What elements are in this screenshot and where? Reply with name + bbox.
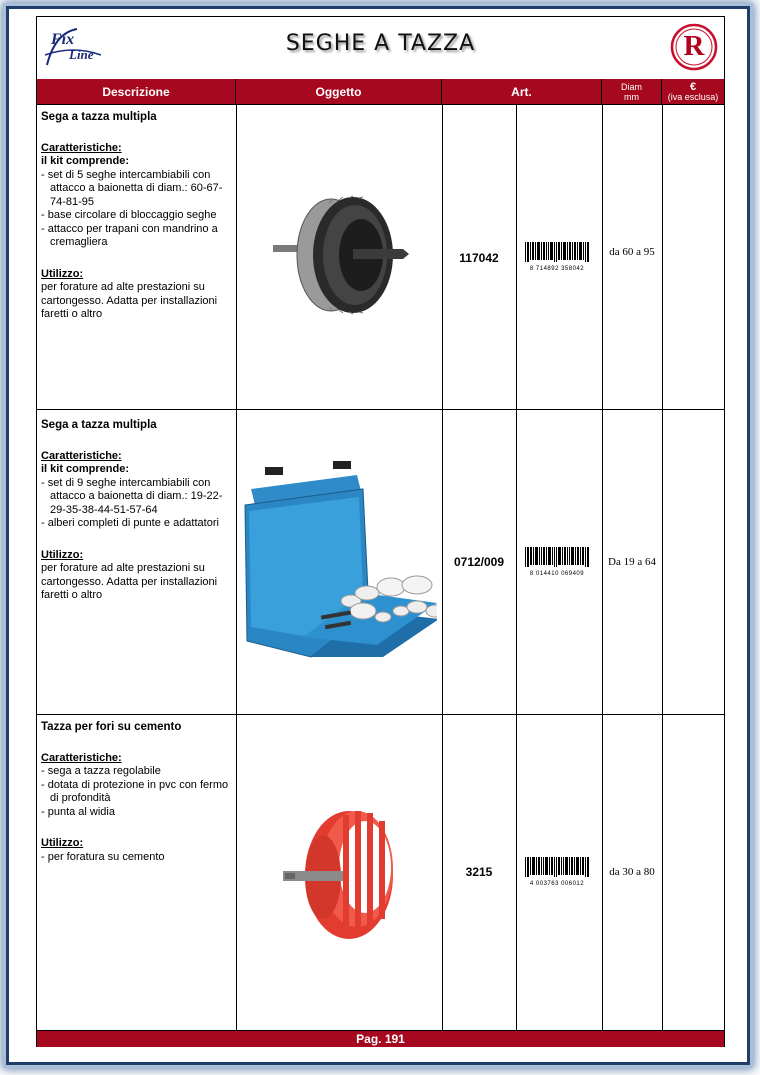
grid-vline — [662, 105, 663, 1030]
grid-hline — [37, 714, 724, 715]
diameter-range: da 30 a 80 — [609, 866, 655, 878]
euro-symbol: € — [689, 80, 697, 93]
article-code: 0712/009 — [453, 555, 505, 569]
barcode-digits: 4 003763 006012 — [529, 881, 585, 887]
column-header-oggetto: Oggetto — [236, 79, 442, 105]
feature-item: - set di 5 seghe intercambiabili con attacco a baionetta di diam.: 60-67-74-81-95 — [41, 168, 223, 208]
barcode — [523, 547, 591, 575]
feature-item: - alberi completi di punte e adattatori — [41, 517, 219, 529]
column-header-diam — [602, 79, 662, 105]
concrete-cup-saw-image — [283, 801, 403, 956]
grid-hline — [37, 409, 724, 410]
usage-heading: Utilizzo: — [41, 548, 84, 561]
usage-heading: Utilizzo: — [41, 267, 84, 280]
feature-item: - attacco per trapani con mandrino a cremagliera — [41, 222, 218, 248]
article-code: 3215 — [465, 865, 493, 879]
feature-item: - dotata di protezione in pvc con fermo di profondità — [41, 778, 229, 804]
column-header-art: Art. — [442, 79, 602, 105]
page-footer: Pag. 191 — [37, 1030, 724, 1047]
grid-vline — [516, 105, 517, 1030]
barcode-digits: 8 014410 069409 — [529, 571, 585, 577]
product-description — [41, 721, 233, 864]
barcode — [523, 857, 591, 885]
hole-saw-kit-image — [241, 461, 437, 666]
barcode — [523, 242, 591, 270]
brand-r-logo — [670, 23, 718, 71]
feature-item: - punta al widia — [41, 805, 115, 818]
diameter-range: Da 19 a 64 — [608, 556, 656, 568]
column-header-descrizione: Descrizione — [37, 79, 236, 105]
column-header-diam-label: Diam — [620, 81, 642, 92]
usage-heading: Utilizzo: — [41, 837, 84, 849]
features-heading: Caratteristiche: — [41, 449, 122, 462]
price-note: (iva esclusa) — [667, 91, 719, 102]
catalog-sheet — [36, 16, 725, 1047]
logo-text-line: Line — [69, 47, 94, 62]
logo-text-fix: Fix — [51, 31, 75, 48]
product-description — [41, 419, 233, 603]
product-name: Tazza per fori su cemento — [41, 721, 182, 733]
usage-text: - per foratura su cemento — [41, 850, 165, 863]
column-header-price — [662, 79, 724, 105]
page-title: SEGHE A TAZZA — [285, 31, 476, 56]
usage-text: per forature ad alte prestazioni su cartongesso. Adatta per installazioni faretti o altro — [41, 562, 218, 601]
column-header-diam-unit: mm — [624, 91, 639, 102]
feature-item: - set di 9 seghe intercambiabili con attacco a baionetta di diam.: 19-22-29-35-38-44-51-57-64 — [41, 476, 223, 516]
article-code: 117042 — [459, 251, 499, 265]
multi-hole-saw-image — [269, 193, 409, 323]
feature-item: - base circolare di bloccaggio seghe — [41, 209, 217, 221]
page-header — [37, 17, 724, 80]
kit-heading: il kit comprende: — [41, 155, 130, 167]
brand-letter: R — [683, 30, 705, 62]
features-heading: Caratteristiche: — [41, 141, 122, 154]
diameter-range: da 60 a 95 — [609, 246, 655, 258]
kit-heading: il kit comprende: — [41, 463, 130, 475]
grid-vline — [236, 105, 237, 1030]
product-description — [41, 111, 233, 322]
features-heading: Caratteristiche: — [41, 751, 122, 764]
barcode-digits: 8 714892 358042 — [529, 266, 585, 272]
product-name: Sega a tazza multipla — [41, 419, 157, 431]
feature-item: - sega a tazza regolabile — [41, 765, 161, 777]
usage-text: per forature ad alte prestazioni su cartongesso. Adatta per installazioni faretti o altro — [41, 281, 218, 320]
product-name: Sega a tazza multipla — [41, 111, 157, 123]
